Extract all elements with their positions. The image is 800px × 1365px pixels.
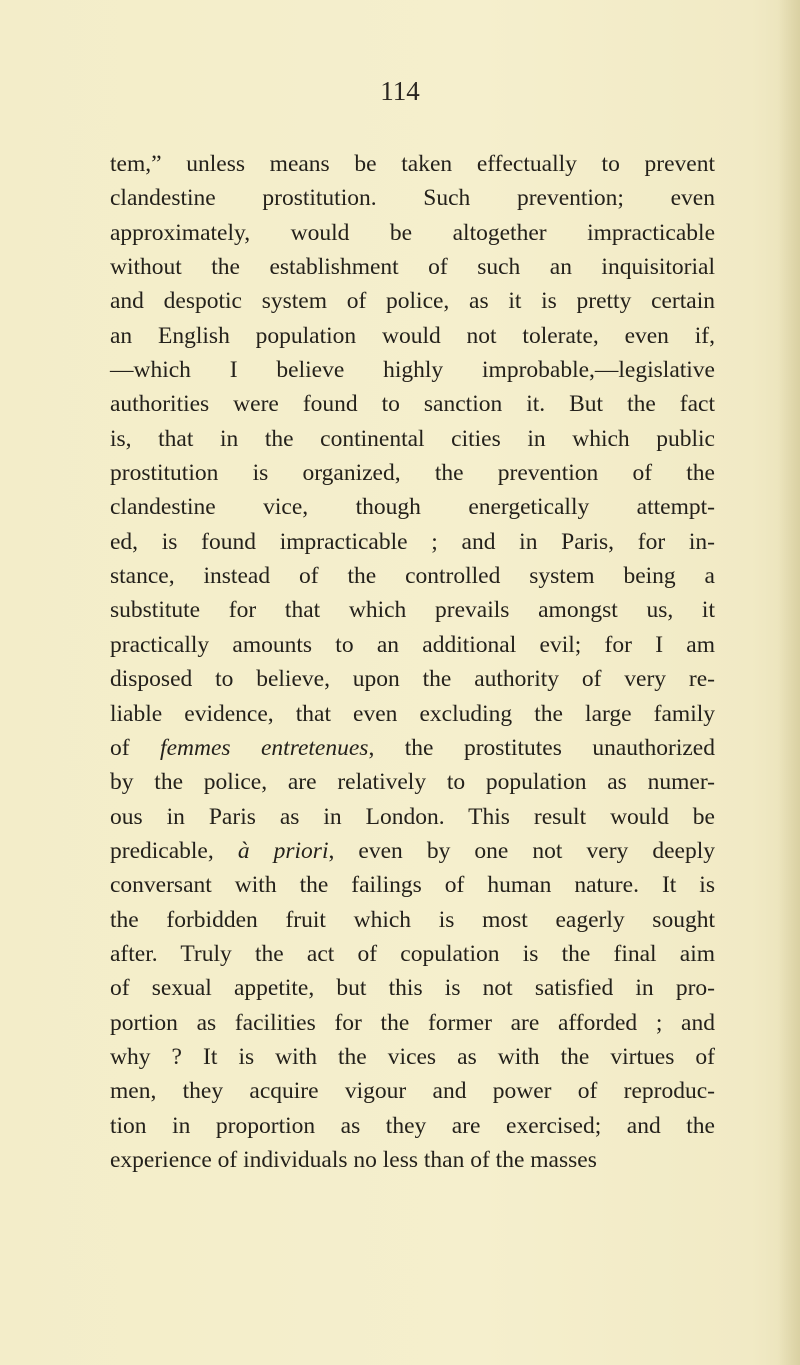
text-line: clandestine prostitution. Such prevention; even xyxy=(110,185,715,212)
text-line: after. Truly the act of copulation is the final aim xyxy=(110,940,715,967)
text-line: tion in proportion as they are exercised; and the xyxy=(110,1112,715,1139)
text-line: ed, is found impracticable ; and in Paris, for in- xyxy=(110,528,715,555)
text-line: stance, instead of the controlled system being a xyxy=(110,563,715,590)
text-line: liable evidence, that even excluding the large family xyxy=(110,700,715,727)
italic-phrase: femmes entretenues xyxy=(160,734,369,761)
text-line: prostitution is organized, the prevention of the xyxy=(110,460,715,487)
text-line: without the establishment of such an inquisitorial xyxy=(110,254,715,281)
text-line: clandestine vice, though energetically attempt- xyxy=(110,494,715,521)
italic-phrase: à priori xyxy=(237,837,329,864)
text-segment: , the prostitutes unauthorized xyxy=(368,734,715,761)
page-number: 114 xyxy=(380,76,420,106)
text-line: an English population would not tolerate, even if, xyxy=(110,322,715,349)
text-line: authorities were found to sanction it. But the fact xyxy=(110,391,715,418)
text-line: men, they acquire vigour and power of reproduc- xyxy=(110,1078,715,1105)
text-line xyxy=(110,731,715,765)
text-line: conversant with the failings of human nature. It is xyxy=(110,872,715,899)
text-line: is, that in the continental cities in which public xyxy=(110,425,715,452)
text-line: disposed to believe, upon the authority of very re- xyxy=(110,666,715,693)
text-line: experience of individuals no less than of the masses xyxy=(110,1146,597,1173)
text-line: tem,” unless means be taken effectually to prevent xyxy=(110,151,715,177)
text-line: ous in Paris as in London. This result would be xyxy=(110,803,715,830)
text-line: by the police, are relatively to population as numer- xyxy=(110,769,715,796)
text-line: —which I believe highly improbable,—legislative xyxy=(110,357,715,384)
text-segment: , even by one not very deeply xyxy=(328,837,715,864)
text-line xyxy=(110,834,715,868)
text-line: practically amounts to an additional evil; for I am xyxy=(110,631,715,658)
text-line: the forbidden fruit which is most eagerly sought xyxy=(110,906,715,933)
text-line: approximately, would be altogether impracticable xyxy=(110,219,715,246)
text-line: portion as facilities for the former are afforded ; and xyxy=(110,1009,715,1036)
text-line: substitute for that which prevails amongst us, it xyxy=(110,597,715,624)
text-line: and despotic system of police, as it is pretty certain xyxy=(110,288,715,315)
text-line: why ? It is with the vices as with the virtues of xyxy=(110,1043,715,1070)
page-edge-shadow xyxy=(778,0,800,1365)
body-text xyxy=(110,147,715,1177)
text-segment: of xyxy=(110,734,161,761)
text-line: of sexual appetite, but this is not satisfied in pro- xyxy=(110,975,715,1002)
text-segment: predicable, xyxy=(110,837,238,864)
